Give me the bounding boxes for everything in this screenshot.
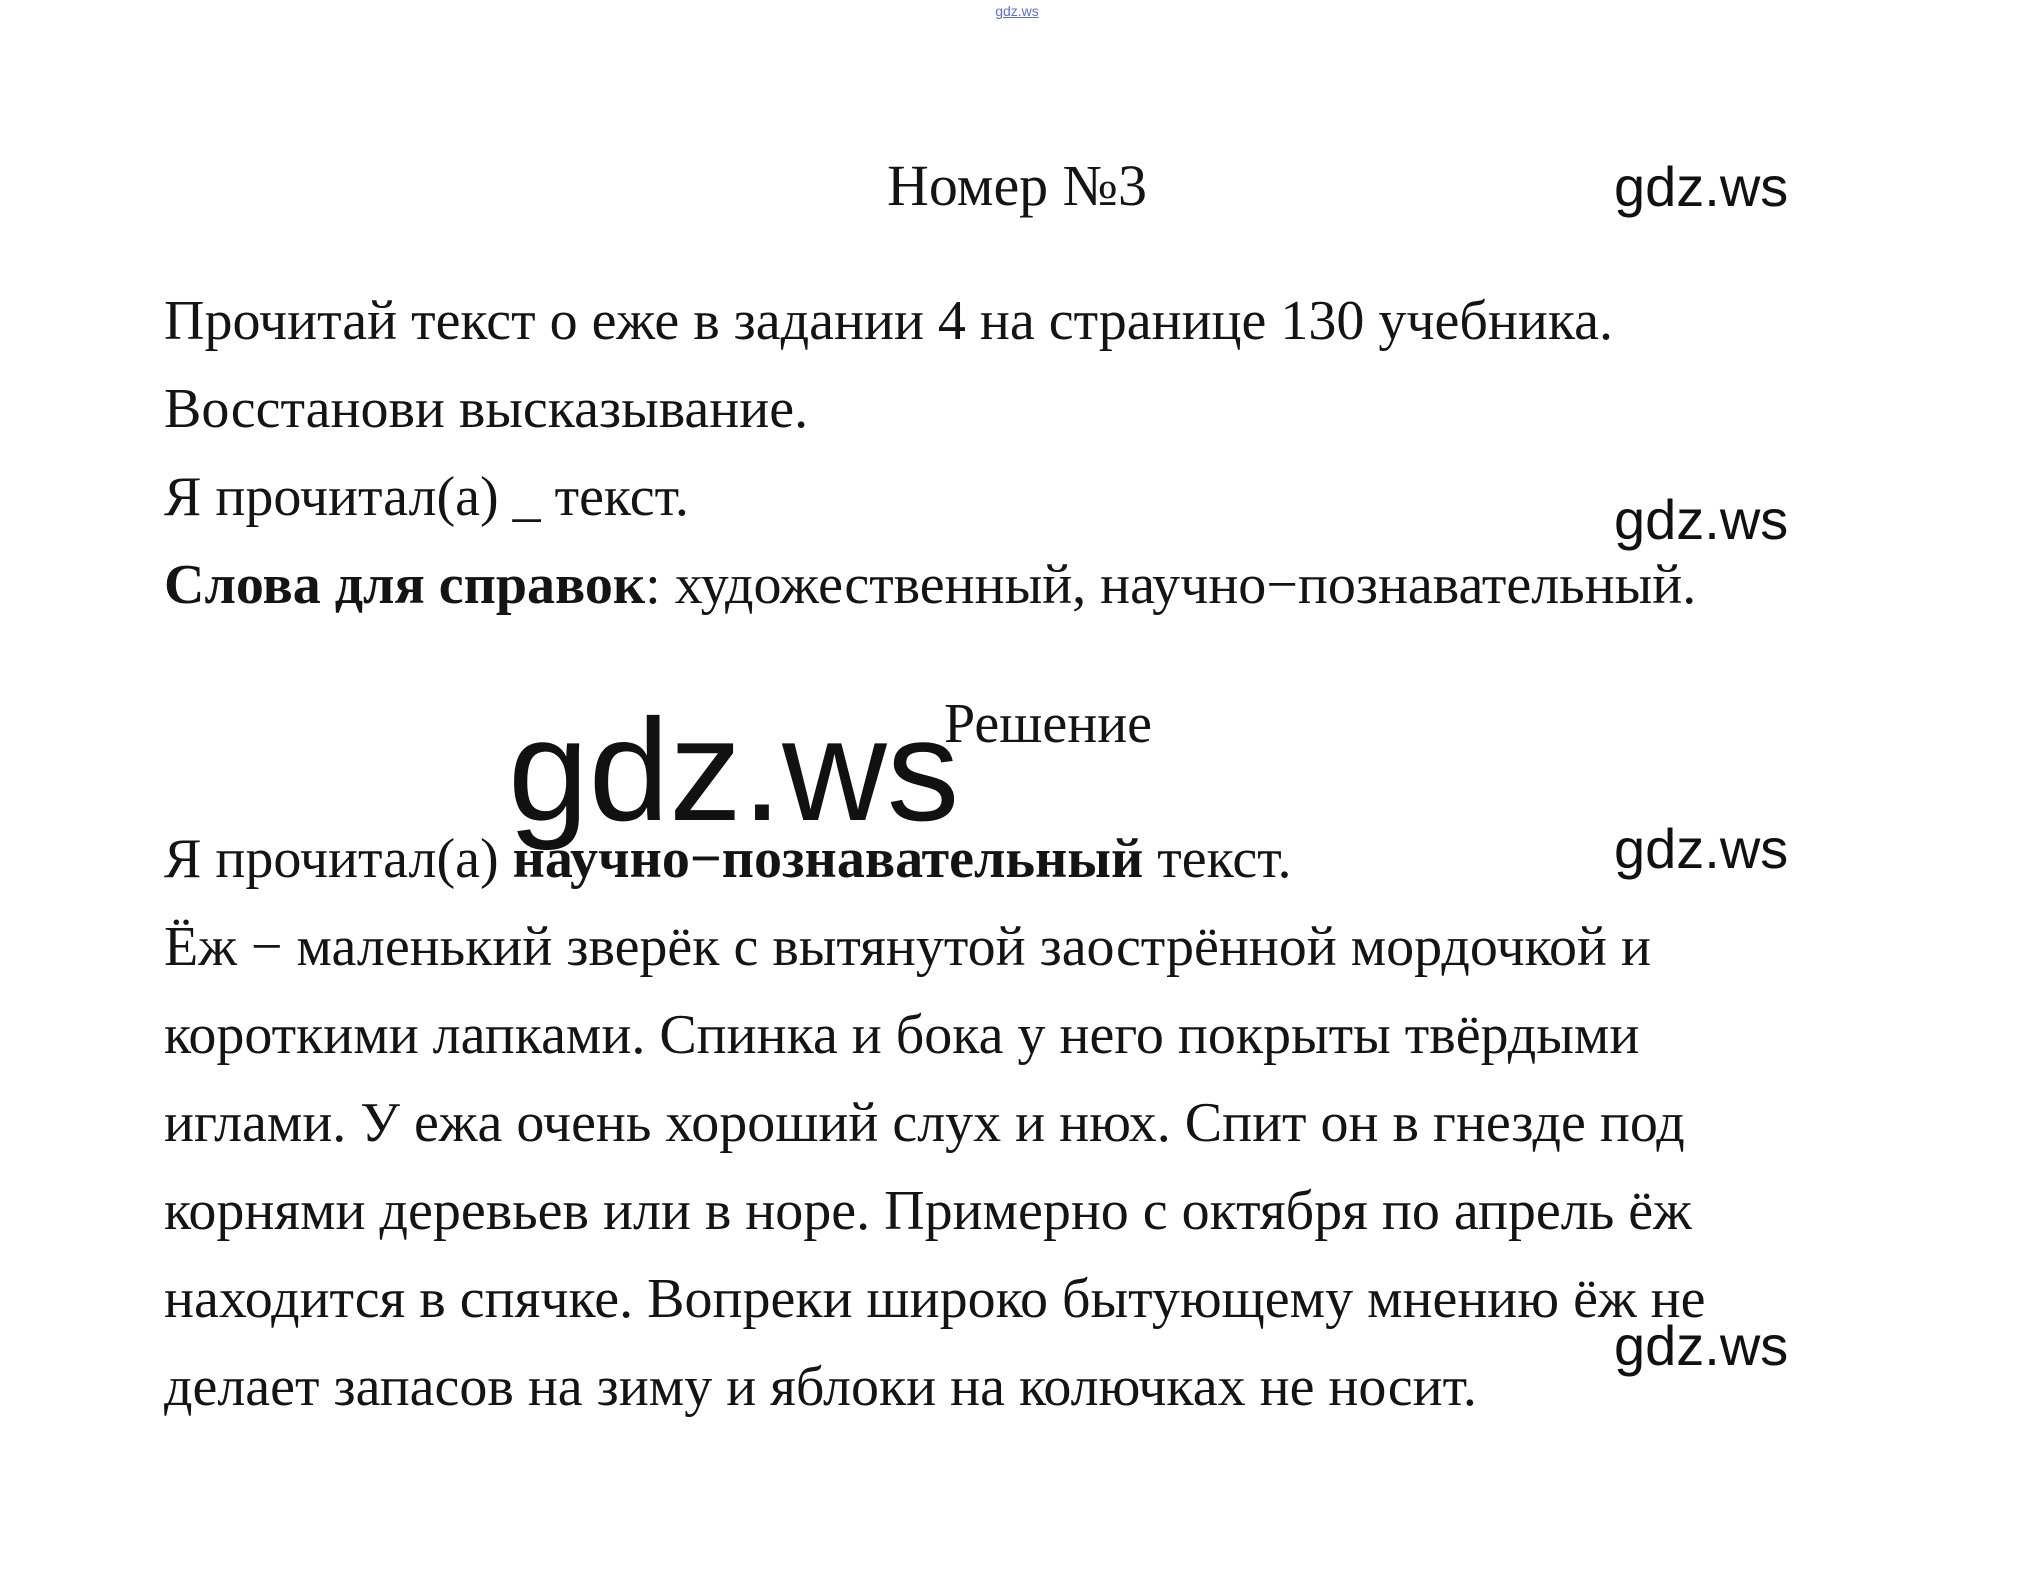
paragraph-line: делает запасов на зиму и яблоки на колючках не носит. [164, 1356, 1477, 1418]
answer-bold: научно−познавательный [512, 828, 1144, 890]
answer-line [164, 823, 1292, 895]
paragraph-line: короткими лапками. Спинка и бока у него покрыты твёрдыми [164, 1004, 1640, 1066]
watermark: gdz.ws [1614, 155, 1789, 218]
watermark: gdz.ws [1614, 488, 1789, 551]
answer-prefix: Я прочитал(а) [164, 828, 513, 890]
watermark: gdz.ws [1614, 817, 1789, 880]
paragraph-line: Ёж − маленький зверёк с вытянутой заострённой мордочкой и [164, 916, 1651, 978]
hint-label: Слова для справок [164, 554, 646, 616]
statement-line: Я прочитал(а) _ текст. [164, 466, 689, 528]
page-title: Номер №3 [886, 153, 1148, 218]
hint-words: : художественный, научно−познавательный. [645, 554, 1697, 616]
paragraph-line: иглами. У ежа очень хороший слух и нюх. Спит он в гнезде под [164, 1092, 1685, 1154]
watermark: gdz.ws [1614, 1314, 1789, 1377]
hint-line [164, 549, 1696, 621]
instruction-line: Прочитай текст о еже в задании 4 на странице 130 учебника. [164, 290, 1614, 352]
instruction-line: Восстанови высказывание. [164, 378, 809, 440]
site-mark-link[interactable]: gdz.ws [995, 3, 1039, 19]
solution-label: Решение [944, 693, 1153, 755]
answer-suffix: текст. [1143, 828, 1292, 890]
watermark-large: gdz.ws [508, 689, 960, 851]
paragraph-line: находится в спячке. Вопреки широко бытующему мнению ёж не [164, 1268, 1706, 1330]
paragraph-line: корнями деревьев или в норе. Примерно с октября по апрель ёж [164, 1180, 1692, 1242]
